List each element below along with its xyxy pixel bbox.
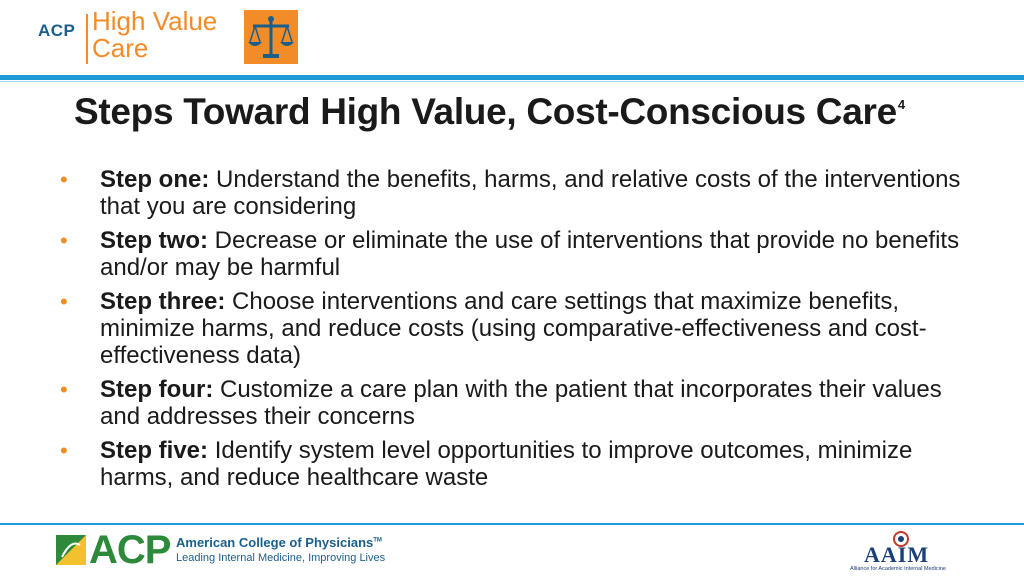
bullet-icon: • — [60, 289, 68, 314]
list-item — [58, 376, 988, 430]
title-footnote: 4 — [897, 97, 905, 112]
high-value-care-logo — [30, 8, 310, 70]
logo-title — [92, 8, 217, 62]
footer-rule — [0, 523, 1024, 525]
bullet-icon: • — [60, 438, 68, 463]
step-label: Step two: — [100, 227, 208, 254]
step-text: Customize a care plan with the patient that incorporates their values and addresses their concerns — [100, 376, 942, 430]
step-text: Decrease or eliminate the use of interventions that provide no benefits and/or may be harmful — [100, 227, 960, 281]
acp-footer-logo — [56, 528, 396, 572]
acp-trademark: TM — [373, 537, 382, 544]
bullet-icon: • — [60, 377, 68, 402]
acp-full-name — [176, 535, 382, 550]
header-rule — [0, 75, 1024, 80]
logo-line1: High Value — [92, 6, 218, 36]
page-title — [74, 91, 974, 133]
logo-divider — [86, 14, 88, 64]
scales-of-justice-icon — [244, 10, 298, 64]
step-text: Understand the benefits, harms, and relative costs of the interventions that you are considering — [100, 166, 961, 220]
list-item — [58, 288, 988, 369]
step-label: Step one: — [100, 166, 210, 193]
header-rule-thin — [0, 81, 1024, 82]
step-label: Step three: — [100, 288, 226, 315]
acp-name-text: American College of Physicians — [176, 535, 374, 550]
list-item — [58, 166, 988, 220]
list-item — [58, 437, 988, 491]
bullet-icon: • — [60, 228, 68, 253]
steps-list — [58, 166, 988, 498]
bullet-icon: • — [60, 167, 68, 192]
step-label: Step five: — [100, 437, 209, 464]
acp-letters: ACP — [89, 528, 171, 572]
aaim-name: AAIM — [864, 542, 930, 567]
acp-emblem-icon — [56, 535, 86, 565]
step-label: Step four: — [100, 376, 214, 403]
step-text: Choose interventions and care settings that maximize benefits, minimize harms, and reduce costs (using comparative-effectiveness and cost-effectiveness data) — [100, 288, 927, 369]
aaim-footer-logo — [840, 530, 970, 574]
logo-line2: Care — [92, 33, 149, 63]
title-text: Steps Toward High Value, Cost-Conscious Care — [74, 91, 897, 132]
acp-tagline: Leading Internal Medicine, Improving Lives — [176, 552, 386, 564]
step-text: Identify system level opportunities to improve outcomes, minimize harms, and reduce healthcare waste — [100, 437, 913, 491]
aaim-subtitle: Alliance for Academic Internal Medicine — [850, 566, 946, 572]
logo-acp-text: ACP — [38, 21, 76, 40]
list-item — [58, 227, 988, 281]
